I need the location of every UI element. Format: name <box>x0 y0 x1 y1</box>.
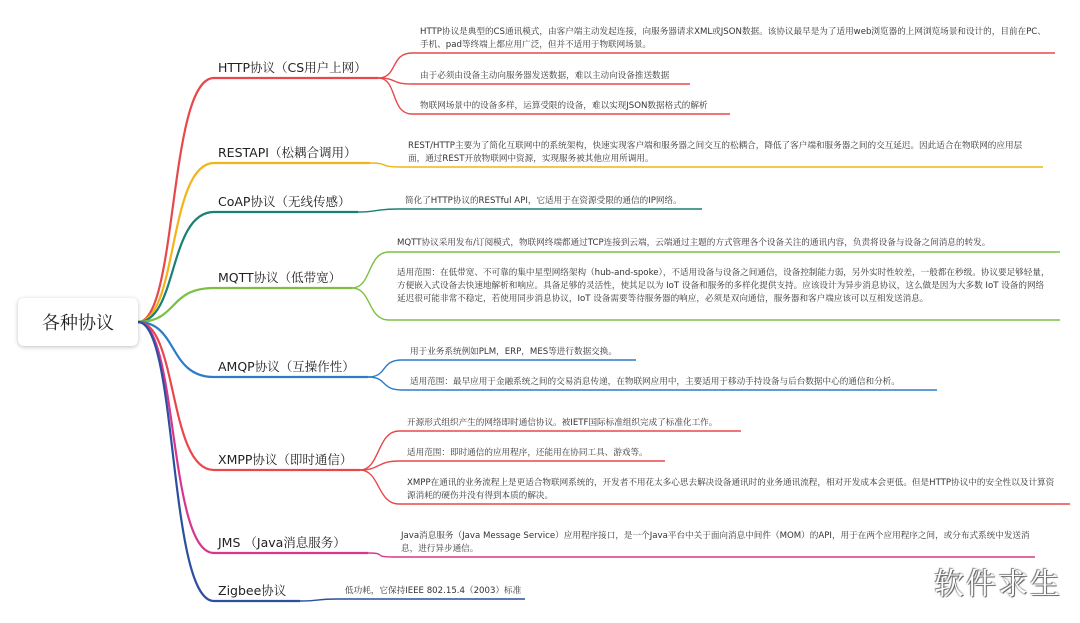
leaf-note[interactable]: MQTT协议采用发布/订阅模式，物联网终端都通过TCP连接到云端，云端通过主题的方式管理各个设备关注的通讯内容，负责将设备与设备之间消息的转发。 <box>397 238 991 248</box>
branch-node[interactable]: CoAP协议（无线传感） <box>218 194 351 209</box>
leaf-connector <box>300 599 337 601</box>
branch-node[interactable]: HTTP协议（CS用户上网） <box>218 60 367 75</box>
branch-node[interactable]: RESTAPI（松耦合调用） <box>218 145 357 160</box>
branch-node[interactable]: AMQP协议（互操作性） <box>218 359 355 374</box>
leaf-note[interactable]: 简化了HTTP协议的RESTful API，它适用于在资源受限的通信的IP网络。 <box>405 196 682 206</box>
leaf-note[interactable]: 适用范围：最早应用于金融系统之间的交易消息传递，在物联网应用中，主要适用于移动手持设备与后台数据中心的通信和分析。 <box>410 377 900 387</box>
leaf-connector <box>360 431 399 470</box>
leaf-connector <box>360 470 399 504</box>
leaf-note[interactable]: 适用范围：在低带宽、不可靠的集中星型网络架构（hub-and-spoke），不适用设备与设备之间通信，设备控制能力弱，另外实时性较差，一般都在秒级。协议要足够轻量，方便嵌入式设备去快速地解析和响应。具备足够的灵活性，使其足以为 IoT 设备和服务的多样化提供支持。应该设计为异步消息协议，这么做是因为大多数 IoT 设备的网络延迟很可能非常不稳定，若使用同步消息协议，IoT 设备需要等待服务器的响应，必须是双向通信，服务器和客户端应该可以互相发送消息。 <box>397 268 1050 304</box>
leaf-note[interactable]: 适用范围：即时通信的应用程序，还能用在协同工具、游戏等。 <box>407 448 648 458</box>
leaf-note[interactable]: XMPP在通讯的业务流程上是更适合物联网系统的，开发者不用花太多心思去解决设备通讯时的业务通讯流程，相对开发成本会更低。但是HTTP协议中的安全性以及计算资源消耗的硬伤并没有得到本质的解决。 <box>407 478 1055 501</box>
leaf-connector <box>378 53 412 78</box>
branch-node[interactable]: MQTT协议（低带宽） <box>218 270 342 285</box>
branch-node[interactable]: JMS （Java消息服务） <box>218 535 346 550</box>
leaf-note[interactable]: HTTP协议是典型的CS通讯模式，由客户端主动发起连接，向服务器请求XML或JSON数据。该协议最早是为了适用web浏览器的上网浏览场景和设计的，目前在PC、手机、pad等终端上都应用广泛，但并不适用于物联网场景。 <box>420 27 1046 50</box>
branch-node[interactable]: XMPP协议（即时通信） <box>218 452 353 467</box>
branch-connector <box>138 322 214 553</box>
branch-connector <box>138 78 214 322</box>
leaf-note[interactable]: 开源形式组织产生的网络即时通信协议。被IETF国际标准组织完成了标准化工作。 <box>407 418 718 428</box>
leaf-connector <box>370 163 400 167</box>
leaf-connector <box>368 553 393 557</box>
branch-node[interactable]: Zigbee协议 <box>218 583 287 598</box>
branch-connector <box>138 322 214 601</box>
watermark: 软件求生 <box>934 567 1062 602</box>
leaf-note[interactable]: 物联网场景中的设备多样，运算受限的设备，难以实现JSON数据格式的解析 <box>420 101 708 111</box>
leaf-note[interactable]: 低功耗，它保持IEEE 802.15.4（2003）标准 <box>345 586 522 596</box>
leaf-connector <box>368 360 402 377</box>
leaf-note[interactable]: Java消息服务（Java Message Service）应用程序接口，是一个Java平台中关于面向消息中间件（MOM）的API，用于在两个应用程序之间，或分布式系统中发送消息，进行异步通信。 <box>401 531 1030 554</box>
leaf-note[interactable]: REST/HTTP主要为了简化互联网中的系统架构，快速实现客户端和服务器之间交互的松耦合，降低了客户端和服务器之间的交互延迟。因此适合在物联网的应用层面，通过REST开放物联网中资源，实现服务被其他应用所调用。 <box>408 141 1023 164</box>
leaf-connector <box>358 209 397 212</box>
leaf-note[interactable]: 由于必须由设备主动向服务器发送数据，难以主动向设备推送数据 <box>420 71 670 81</box>
leaf-note[interactable]: 用于业务系统例如PLM，ERP，MES等进行数据交换。 <box>410 347 617 357</box>
leaf-connector <box>352 288 389 320</box>
leaf-connector <box>352 252 389 288</box>
leaf-connector <box>368 377 402 390</box>
root-node[interactable]: 各种协议 <box>18 298 138 346</box>
